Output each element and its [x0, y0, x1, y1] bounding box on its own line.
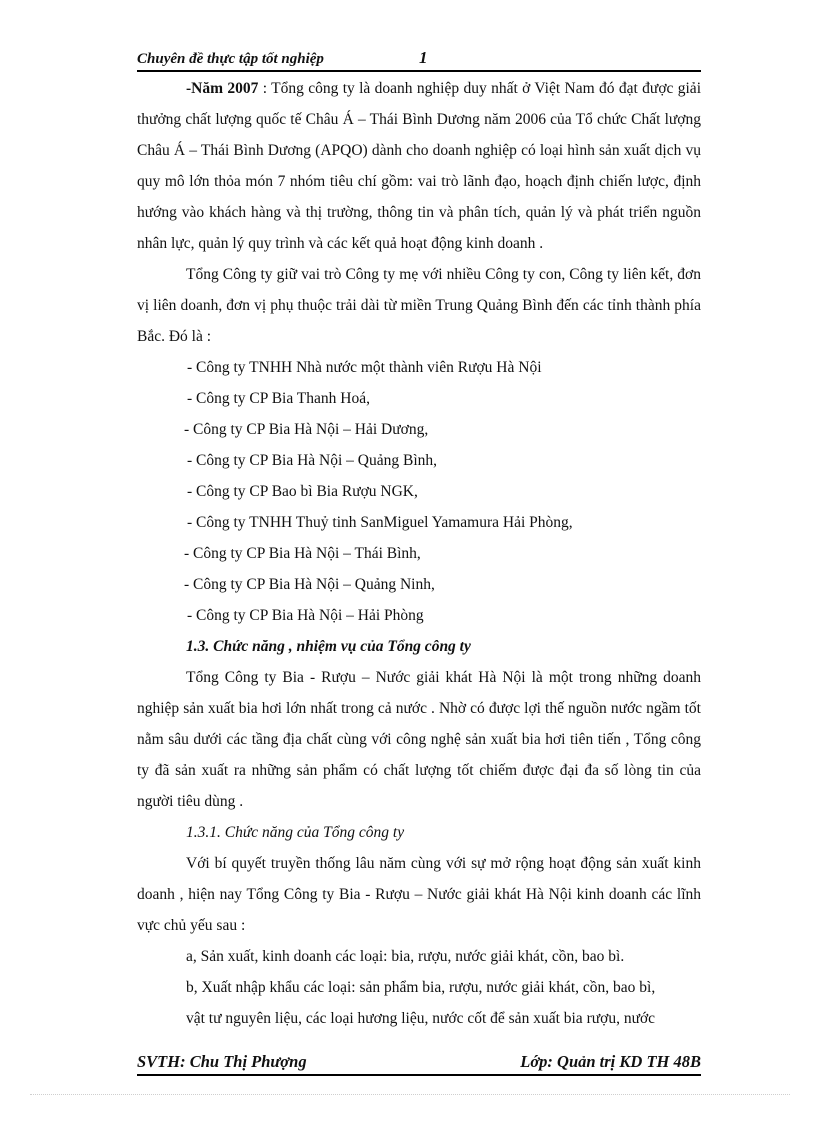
- company-list-item: - Công ty CP Bia Hà Nội – Hải Phòng: [187, 607, 424, 624]
- footer-class: Lớp: Quản trị KD TH 48B: [520, 1052, 701, 1071]
- paragraph-parent-company: Tổng Công ty giữ vai trò Công ty mẹ với nhiều Công ty con, Công ty liên kết, đơn vị liên doanh, đơn vị phụ thuộc trải dài từ miền Trung Quảng Bình đến các tỉnh thành phía Bắc. Đó là :: [137, 266, 701, 345]
- company-list-item: - Công ty CP Bia Thanh Hoá,: [187, 390, 370, 407]
- page-edge-divider: [30, 1094, 790, 1095]
- paragraph-2007-award: [137, 73, 701, 259]
- page-header: [137, 50, 701, 72]
- business-item-b-continued: vật tư nguyên liệu, các loại hương liệu, nước cốt để sản xuất bia rượu, nước: [186, 1010, 656, 1027]
- paragraph-section-1-3: Tổng Công ty Bia - Rượu – Nước giải khát Hà Nội là một trong những doanh nghiệp sản xuất bia hơi lớn nhất trong cả nước . Nhờ có được lợi thế nguồn nước ngầm tốt nằm sâu dưới các tầng địa chất cùng với công nghệ sản xuất bia hơi tiên tiến , Tổng công ty đã sản xuất ra những sản phẩm có chất lượng tốt chiếm được đại đa số lòng tin của người tiêu dùng .: [137, 669, 701, 810]
- page-footer: [137, 1050, 701, 1076]
- company-list-item: - Công ty CP Bia Hà Nội – Hải Dương,: [184, 421, 429, 438]
- section-heading-1-3: 1.3. Chức năng , nhiệm vụ của Tổng công ty: [186, 638, 471, 655]
- company-list-item: - Công ty TNHH Thuỷ tinh SanMiguel Yamamura Hải Phòng,: [187, 514, 573, 531]
- year-label: -Năm 2007: [186, 80, 259, 97]
- business-item-b: b, Xuất nhập khẩu các loại: sản phẩm bia, rượu, nước giải khát, cồn, bao bì,: [186, 979, 656, 996]
- company-list-item: - Công ty TNHH Nhà nước một thành viên Rượu Hà Nội: [187, 359, 542, 376]
- company-list-item: - Công ty CP Bia Hà Nội – Quảng Bình,: [187, 452, 438, 469]
- company-list-item: - Công ty CP Bao bì Bia Rượu NGK,: [187, 483, 418, 500]
- document-body: [137, 73, 701, 1034]
- footer-student: SVTH: Chu Thị Phượng: [137, 1052, 307, 1071]
- award-text: : Tổng công ty là doanh nghiệp duy nhất ở Việt Nam đó đạt được giải thưởng chất lượng quốc tế Châu Á – Thái Bình Dương năm 2006 của Tổ chức Chất lượng Châu Á – Thái Bình Dương (APQO) dành cho doanh nghiệp có loại hình sản xuất dịch vụ quy mô lớn thỏa món 7 nhóm tiêu chí gồm: vai trò lãnh đạo, hoạch định chiến lược, định hướng vào khách hàng và thị trường, thông tin và phân tích, quản lý và phát triển nguồn nhân lực, quản lý quy trình và các kết quả hoạt động kinh doanh .: [137, 80, 701, 252]
- business-item-a: a, Sản xuất, kinh doanh các loại: bia, rượu, nước giải khát, cồn, bao bì.: [186, 948, 625, 965]
- header-title: Chuyên đề thực tập tốt nghiệp: [137, 51, 324, 67]
- page-number: 1: [419, 48, 428, 67]
- section-heading-1-3-1: 1.3.1. Chức năng của Tổng công ty: [186, 824, 405, 841]
- paragraph-section-1-3-1: Với bí quyết truyền thống lâu năm cùng với sự mở rộng hoạt động sản xuất kinh doanh , hiện nay Tổng Công ty Bia - Rượu – Nước giải khát Hà Nội kinh doanh các lĩnh vực chủ yếu sau :: [137, 855, 701, 934]
- company-list-item: - Công ty CP Bia Hà Nội – Quảng Ninh,: [184, 576, 435, 593]
- company-list-item: - Công ty CP Bia Hà Nội – Thái Bình,: [184, 545, 421, 562]
